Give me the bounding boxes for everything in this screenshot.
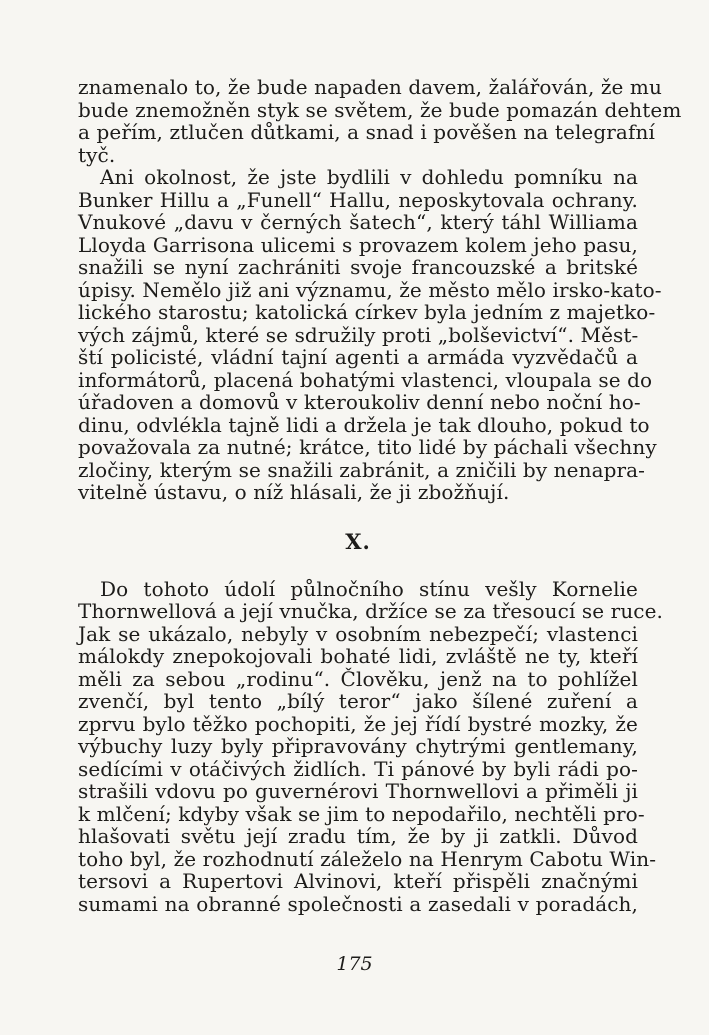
text-line: sedícími v otáčivých židlích. Ti pánové by byli rádi po- [78,756,638,781]
text-line: a peřím, ztlučen důtkami, a snad i pověšen na telegrafní [78,120,655,144]
text-line: k mlčení; kdyby však se jim to nepodařilo, nechtěli pro- [78,801,645,826]
text-line: Lloyda Garrisona ulicemi s provazem kolem jeho pasu, [78,232,638,257]
text-line: strašili vdovu po guvernérovi Thornwellovi a přiměli ji [78,779,638,803]
text-line: měli za sebou „rodinu“. Člověku, jenž na to pohlížel [78,666,638,691]
text-line: Ani okolnost, že jste bydlili v dohledu pomníku na [100,165,638,189]
text-line: zločiny, kterým se snažili zabránit, a zničili by nenapra- [78,457,646,482]
page-number: 175 [336,953,373,975]
text-line: Vnukové „davu v černých šatech“, který táhl Williama [78,210,638,234]
text-line: vých zájmů, které se sdružily proti „bolševictví“. Měst- [78,322,639,347]
paragraph-2 [78,165,662,504]
text-line: Thornwellová a její vnučka, držíce se za třesoucí se ruce. [78,599,663,623]
text-line: málokdy znepokojovali bohaté lidi, zvláště ne ty, kteří [78,644,638,668]
text-line: úpisy. Nemělo již ani významu, že město mělo irsko-kato- [78,277,662,302]
text-line: bude znemožněn styk se světem, že bude pomazán dehtem [78,97,682,122]
text-line: výbuchy luzy byly připravovány chytrými gentlemany, [78,734,638,758]
text-line: Jak se ukázalo, nebyly v osobním nebezpečí; vlastenci [78,621,638,646]
text-line: lického starostu; katolická církev byla jedním z majetko- [78,300,656,324]
text-line: dinu, odvlékla tajně lidi a držela je tak dlouho, pokud to [78,412,650,437]
text-line: hlašovati světu její zradu tím, že by ji zatkli. Důvod [78,824,638,848]
text-line: Do tohoto údolí půlnočního stínu vešly Kornelie [100,576,638,601]
text-line: zprvu bylo těžko pochopiti, že jej řídí bystré mozky, že [78,711,638,736]
paragraph-3 [78,576,663,916]
text-line: sumami na obranné společnosti a zasedali v poradách, [78,891,638,916]
book-page [78,75,682,916]
text-line: tyč. [78,142,116,167]
text-line: zvenčí, byl tento „bílý teror“ jako šílené zuření a [78,689,638,713]
chapter-heading: X. [345,528,371,554]
text-line: úřadoven a domovů v kteroukoliv denní nebo noční ho- [78,390,641,414]
text-line: informátorů, placená bohatými vlastenci, vloupala se do [78,367,653,392]
text-line: vitelně ústavu, o níž hlásali, že ji zbožňují. [78,480,510,504]
text-line: ští policisté, vládní tajní agenti a armáda vyzvědačů a [78,345,638,369]
text-line: tersovi a Rupertovi Alvinovi, kteří přispěli značnými [78,869,638,893]
text-line: Bunker Hillu a „Funell“ Hallu, neposkytovala ochrany. [78,187,638,212]
text-line: toho byl, že rozhodnutí záleželo na Henrym Cabotu Win- [78,846,657,871]
text-line: považovala za nutné; krátce, tito lidé by páchali všechny [78,435,657,459]
text-line: snažili se nyní zachrániti svoje francouzské a britské [78,255,638,279]
paragraph-1 [78,75,682,167]
text-line: znamenalo to, že bude napaden davem, žalářován, že mu [78,75,662,99]
